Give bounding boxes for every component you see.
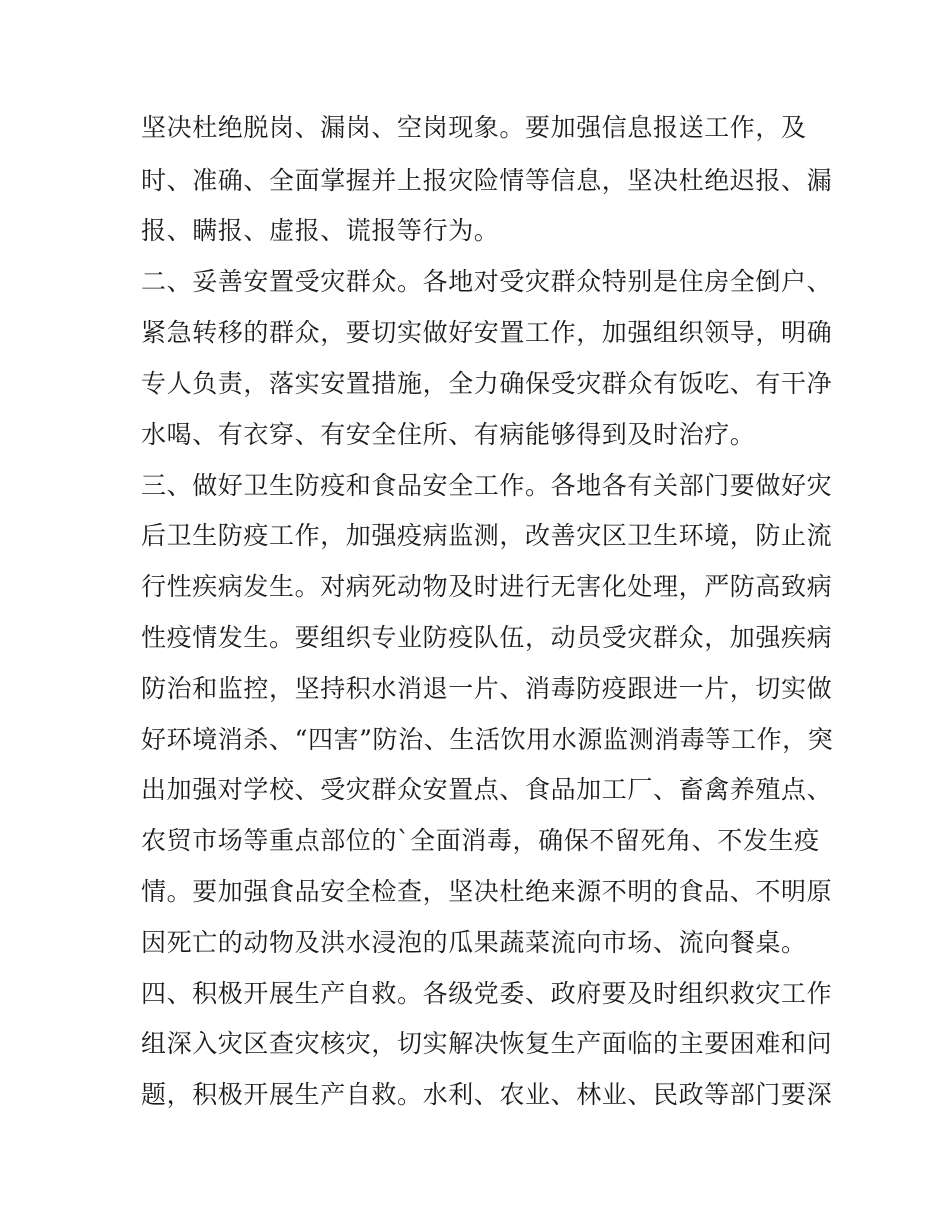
text-line: 题，积极开展生产自救。水利、农业、林业、民政等部门要深 — [141, 1080, 833, 1109]
text-line: 性疫情发生。要组织专业防疫队伍，动员受灾群众，加强疾病 — [141, 623, 833, 652]
text-line: 专人负责，落实安置措施，全力确保受灾群众有饭吃、有干净 — [141, 369, 833, 398]
text-line: 后卫生防疫工作，加强疫病监测，改善灾区卫生环境，防止流 — [141, 521, 833, 550]
text-line: 水喝、有衣穿、有安全住所、有病能够得到及时治疗。 — [141, 420, 756, 449]
text-line: 行性疾病发生。对病死动物及时进行无害化处理，严防高致病 — [141, 572, 833, 601]
text-line: 防治和监控，坚持积水消退一片、消毒防疫跟进一片，切实做 — [141, 674, 833, 703]
text-line: 情。要加强食品安全检查，坚决杜绝来源不明的食品、不明原 — [141, 877, 833, 906]
paragraph-heading-line: 二、妥善安置受灾群众。各地对受灾群众特别是住房全倒户、 — [141, 267, 833, 296]
text-line: 坚决杜绝脱岗、漏岗、空岗现象。要加强信息报送工作，及 — [141, 113, 807, 142]
text-line: 报、瞒报、虚报、谎报等行为。 — [141, 216, 500, 245]
text-line: 紧急转移的群众，要切实做好安置工作，加强组织领导，明确 — [141, 318, 833, 347]
text-line: 农贸市场等重点部位的`全面消毒，确保不留死角、不发生疫 — [141, 826, 820, 855]
paragraph-heading-line: 三、做好卫生防疫和食品安全工作。各地各有关部门要做好灾 — [141, 471, 833, 500]
text-line: 因死亡的动物及洪水浸泡的瓜果蔬菜流向市场、流向餐桌。 — [141, 928, 807, 957]
text-line: 好环境消杀、“四害”防治、生活饮用水源监测消毒等工作，突 — [141, 725, 834, 754]
text-line: 组深入灾区查灾核灾，切实解决恢复生产面临的主要困难和问 — [141, 1029, 833, 1058]
paragraph-heading-line: 四、积极开展生产自救。各级党委、政府要及时组织救灾工作 — [141, 979, 833, 1008]
text-line: 时、准确、全面掌握并上报灾险情等信息，坚决杜绝迟报、漏 — [141, 166, 833, 195]
text-line: 出加强对学校、受灾群众安置点、食品加工厂、畜禽养殖点、 — [141, 775, 833, 804]
